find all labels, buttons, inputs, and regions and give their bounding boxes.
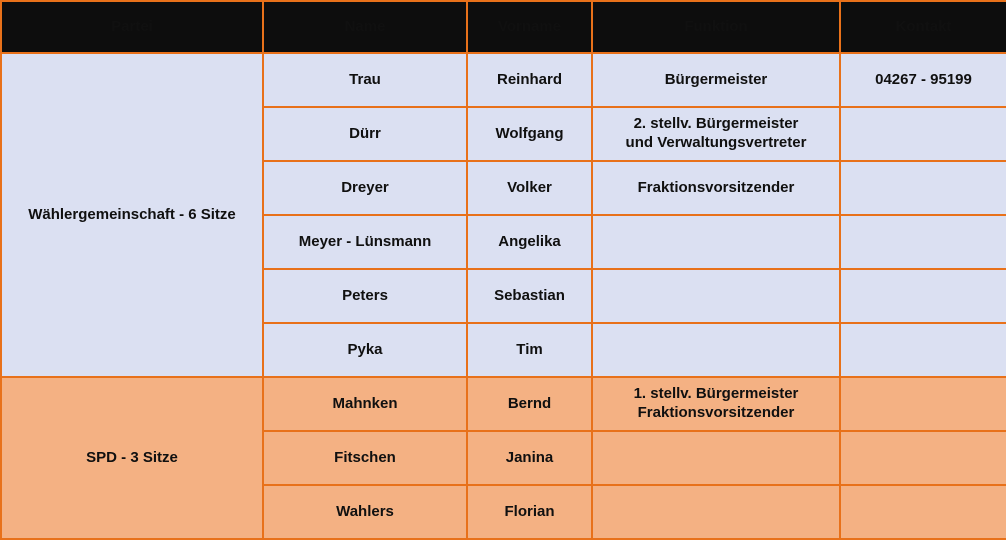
column-header-partei: Partei [1, 1, 263, 53]
cell-funktion [592, 377, 840, 431]
cell-vorname: Tim [467, 323, 592, 377]
cell-kontakt: 04267 - 95199 [840, 53, 1006, 107]
cell-vorname: Bernd [467, 377, 592, 431]
column-header-vorname: Vorname [467, 1, 592, 53]
party-cell-spd: SPD - 3 Sitze [1, 377, 263, 539]
cell-vorname: Florian [467, 485, 592, 539]
table-row [1, 377, 1006, 431]
cell-name: Trau [263, 53, 467, 107]
cell-funktion-line2: Fraktionsvorsitzender [637, 404, 795, 421]
table-header [1, 1, 1006, 53]
cell-kontakt [840, 323, 1006, 377]
cell-funktion-line1: 2. stellv. Bürgermeister [633, 115, 799, 133]
cell-funktion [592, 107, 840, 161]
cell-name: Dürr [263, 107, 467, 161]
cell-funktion: Bürgermeister [592, 53, 840, 107]
cell-name: Wahlers [263, 485, 467, 539]
cell-funktion: Fraktionsvorsitzender [592, 161, 840, 215]
cell-kontakt [840, 485, 1006, 539]
table-body [1, 53, 1006, 539]
cell-name: Fitschen [263, 431, 467, 485]
cell-funktion-line1: 1. stellv. Bürgermeister [633, 385, 799, 403]
cell-kontakt [840, 107, 1006, 161]
cell-funktion [592, 323, 840, 377]
cell-funktion [592, 431, 840, 485]
cell-vorname: Wolfgang [467, 107, 592, 161]
cell-name: Peters [263, 269, 467, 323]
cell-kontakt [840, 377, 1006, 431]
cell-kontakt [840, 269, 1006, 323]
party-cell-waehlergemeinschaft: Wählergemeinschaft - 6 Sitze [1, 53, 263, 377]
cell-funktion [592, 215, 840, 269]
cell-funktion [592, 485, 840, 539]
cell-kontakt [840, 161, 1006, 215]
table-row [1, 53, 1006, 107]
header-row [1, 1, 1006, 53]
cell-kontakt [840, 431, 1006, 485]
column-header-name: Name [263, 1, 467, 53]
cell-kontakt [840, 215, 1006, 269]
cell-name: Pyka [263, 323, 467, 377]
column-header-kontakt: Kontakt [840, 1, 1006, 53]
cell-name: Dreyer [263, 161, 467, 215]
cell-funktion-line2: und Verwaltungsvertreter [625, 134, 807, 151]
cell-vorname: Angelika [467, 215, 592, 269]
cell-vorname: Sebastian [467, 269, 592, 323]
cell-vorname: Volker [467, 161, 592, 215]
cell-vorname: Janina [467, 431, 592, 485]
cell-vorname: Reinhard [467, 53, 592, 107]
cell-name: Meyer - Lünsmann [263, 215, 467, 269]
cell-funktion [592, 269, 840, 323]
column-header-funktion: Funktion [592, 1, 840, 53]
cell-name: Mahnken [263, 377, 467, 431]
